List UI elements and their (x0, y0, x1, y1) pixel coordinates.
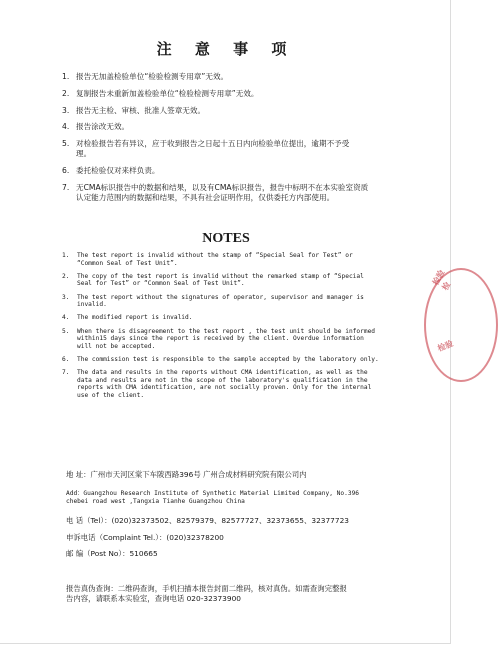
note-item-en (62, 294, 428, 309)
notice-item-cn (62, 89, 422, 99)
item-text: The modified report is invalid. (77, 314, 193, 322)
note-item-en (62, 252, 428, 267)
notice-item-cn (62, 72, 422, 82)
item-number: 2. (62, 272, 70, 280)
item-text: 报告无主检、审核、批准人签章无效。 (76, 105, 206, 115)
notice-item-cn (62, 166, 422, 176)
item-number: 5. (62, 327, 70, 335)
item-number: 2. (62, 88, 70, 98)
postcode: 邮 编（Post No）：510665 (66, 549, 158, 558)
item-text: The copy of the test report is invalid without the remarked stamp of “Special Seal for Test” or “Common Seal of Test Unit”. (77, 272, 364, 288)
item-text: 报告涂改无效。 (76, 122, 130, 132)
note-item-en (62, 273, 428, 288)
item-number: 4. (62, 122, 70, 132)
item-number: 7. (62, 182, 70, 192)
notice-item-cn (62, 122, 422, 132)
note-item-en (62, 369, 428, 399)
item-text: 无CMA标识报告中的数据和结果，以及有CMA标识报告，报告中标明不在本实验室资质 认定能力范围内的数据和结果，不具有社会证明作用，仅供委托方内部使用。 (76, 182, 369, 202)
seal-text-bottom: 检验 (436, 338, 455, 354)
note-item-en (62, 356, 428, 364)
complaint-telephone: 申诉电话（Complaint Tel.）：(020)32378200 (66, 533, 224, 542)
item-number: 5. (62, 139, 70, 149)
address-cn: 地 址：广州市天河区棠下车陂西路396号 广州合成材料研究院有限公司内 (66, 470, 307, 479)
item-number: 1. (62, 72, 70, 81)
notice-item-cn (62, 106, 422, 116)
item-number: 7. (62, 369, 70, 377)
notice-list-cn (62, 72, 422, 210)
notice-item-cn (62, 183, 422, 203)
item-number: 4. (62, 314, 70, 322)
item-number: 6. (62, 355, 70, 363)
item-text: 报告无加盖检验单位“检验检测专用章”无效。 (76, 72, 229, 81)
item-number: 6. (62, 165, 70, 175)
notice-item-cn (62, 139, 422, 159)
item-text: The test report without the signatures of operator, supervisor and manager is invalid. (77, 293, 364, 309)
seal-text-top: 检验检 (430, 268, 453, 292)
item-number: 3. (62, 105, 70, 115)
item-text: 复制报告未重新加盖检验单位“检验检测专用章”无效。 (76, 88, 259, 98)
note-item-en (62, 314, 428, 322)
notice-title-cn: 注 意 事 项 (156, 40, 296, 58)
notes-title-en: NOTES (202, 231, 250, 246)
item-text: The commission test is responsible to the sample accepted by the laboratory only. (77, 355, 379, 363)
address-en: Add：Guangzhou Research Institute of Synthetic Material Limited Company, No.396 chebei road west ,Tangxia Tianhe Guangzhou China (66, 490, 360, 505)
item-text: 对检验报告若有异议，应于收到报告之日起十五日内向检验单位提出，逾期不予受 理。 (76, 139, 350, 159)
item-text: The test report is invalid without the stamp of “Special Seal for Test” or “Common Seal of Test Unit”. (77, 252, 353, 267)
item-number: 1. (62, 252, 70, 259)
telephone: 电 话（Tel）：(020)32373502、82579379、82577727、32373655、32377723 (66, 516, 349, 525)
item-number: 3. (62, 293, 70, 301)
note-item-en (62, 328, 428, 351)
notes-list-en (62, 252, 428, 405)
item-text: The data and results in the reports without CMA identification, as well as the data and results are not in the scope of the laboratory's qualification in the reports with CMA identification, are not socially proven. Only for the internal use of the client. (77, 369, 372, 399)
verification-note: 报告真伪查询：二维码查询，手机扫描本报告封面二维码，核对真伪。如需查询完整报 告内容，请联系本实验室，查询电话 020-32373900 (66, 584, 347, 603)
item-text: 委托检验仅对来样负责。 (76, 165, 160, 175)
item-text: When there is disagreement to the test report , the test unit should be informed within15 days since the report is received by the client. Overdue information will not be accepted. (77, 327, 376, 350)
